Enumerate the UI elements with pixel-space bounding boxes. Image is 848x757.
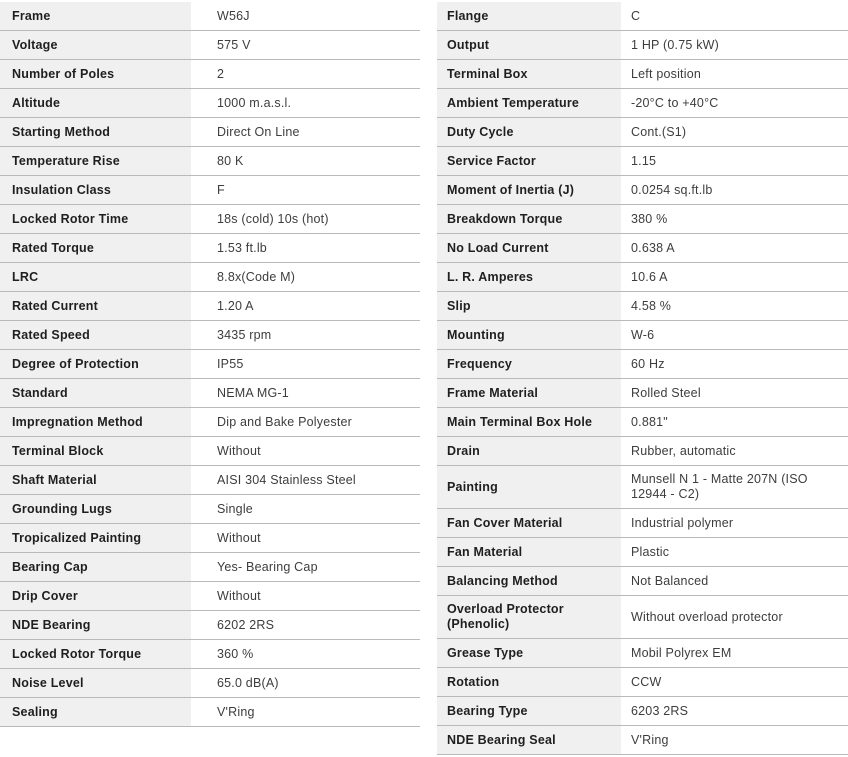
spec-value: 0.881" xyxy=(631,414,668,429)
spec-label: Rated Current xyxy=(0,292,191,320)
spec-label: Overload Protector (Phenolic) xyxy=(437,596,621,638)
spec-row xyxy=(0,263,420,292)
spec-row xyxy=(437,234,848,263)
spec-label: Rated Torque xyxy=(0,234,191,262)
spec-value: F xyxy=(217,182,225,197)
spec-row xyxy=(437,263,848,292)
spec-label: Terminal Box xyxy=(437,60,621,88)
spec-row xyxy=(437,292,848,321)
spec-row xyxy=(0,466,420,495)
spec-value: Without xyxy=(217,530,261,545)
spec-value: NEMA MG-1 xyxy=(217,385,289,400)
spec-value: 1000 m.a.s.l. xyxy=(217,95,292,110)
spec-row xyxy=(437,147,848,176)
spec-value: Without xyxy=(217,443,261,458)
spec-label: Impregnation Method xyxy=(0,408,191,436)
spec-label: Rotation xyxy=(437,668,621,696)
spec-row xyxy=(437,321,848,350)
spec-label: Mounting xyxy=(437,321,621,349)
spec-label: Drip Cover xyxy=(0,582,191,610)
spec-row xyxy=(437,567,848,596)
spec-row xyxy=(0,292,420,321)
spec-value: 4.58 % xyxy=(631,298,672,313)
spec-value: Plastic xyxy=(631,544,670,559)
spec-value: 60 Hz xyxy=(631,356,665,371)
spec-row xyxy=(437,60,848,89)
spec-value: V'Ring xyxy=(217,704,255,719)
spec-label: Standard xyxy=(0,379,191,407)
spec-value: 380 % xyxy=(631,211,668,226)
spec-row xyxy=(0,640,420,669)
spec-label: Drain xyxy=(437,437,621,465)
spec-label: Ambient Temperature xyxy=(437,89,621,117)
spec-row xyxy=(437,596,848,639)
spec-label: Noise Level xyxy=(0,669,191,697)
spec-row xyxy=(437,509,848,538)
spec-value: C xyxy=(631,8,641,23)
spec-row xyxy=(0,147,420,176)
spec-row xyxy=(0,234,420,263)
spec-label: Locked Rotor Time xyxy=(0,205,191,233)
spec-value: 65.0 dB(A) xyxy=(217,675,279,690)
spec-row xyxy=(0,2,420,31)
spec-label: NDE Bearing xyxy=(0,611,191,639)
spec-label: Frequency xyxy=(437,350,621,378)
spec-label: Degree of Protection xyxy=(0,350,191,378)
spec-value: 360 % xyxy=(217,646,254,661)
spec-value: 3435 rpm xyxy=(217,327,272,342)
spec-row xyxy=(0,698,420,727)
spec-value: 80 K xyxy=(217,153,244,168)
spec-value: Without overload protector xyxy=(631,609,783,624)
spec-label: Altitude xyxy=(0,89,191,117)
spec-row xyxy=(0,379,420,408)
spec-row xyxy=(437,697,848,726)
spec-label: NDE Bearing Seal xyxy=(437,726,621,754)
spec-row xyxy=(0,582,420,611)
spec-value: Direct On Line xyxy=(217,124,300,139)
spec-value: 10.6 A xyxy=(631,269,668,284)
spec-row xyxy=(0,31,420,60)
spec-value: W56J xyxy=(217,8,250,23)
spec-label: Starting Method xyxy=(0,118,191,146)
spec-value: Mobil Polyrex EM xyxy=(631,645,732,660)
spec-value: -20°C to +40°C xyxy=(631,95,719,110)
spec-label: Fan Material xyxy=(437,538,621,566)
spec-value: Industrial polymer xyxy=(631,515,734,530)
spec-label: Main Terminal Box Hole xyxy=(437,408,621,436)
spec-table-left xyxy=(0,2,420,727)
spec-label: Grounding Lugs xyxy=(0,495,191,523)
spec-value: 6202 2RS xyxy=(217,617,275,632)
spec-row xyxy=(437,118,848,147)
spec-row xyxy=(437,466,848,509)
spec-label: Insulation Class xyxy=(0,176,191,204)
spec-row xyxy=(0,321,420,350)
spec-value: Single xyxy=(217,501,253,516)
spec-row xyxy=(0,495,420,524)
spec-row xyxy=(437,538,848,567)
spec-label: Frame xyxy=(0,2,191,30)
spec-value: Munsell N 1 - Matte 207N (ISO 12944 - C2) xyxy=(631,472,808,501)
spec-value: Rubber, automatic xyxy=(631,443,736,458)
spec-table-right xyxy=(437,2,848,755)
spec-row xyxy=(0,118,420,147)
spec-label: Frame Material xyxy=(437,379,621,407)
spec-row xyxy=(437,379,848,408)
spec-row xyxy=(0,60,420,89)
spec-row xyxy=(0,524,420,553)
spec-label: Number of Poles xyxy=(0,60,191,88)
spec-value: IP55 xyxy=(217,356,244,371)
spec-row xyxy=(0,89,420,118)
spec-row xyxy=(0,437,420,466)
spec-row xyxy=(0,205,420,234)
spec-row xyxy=(437,639,848,668)
spec-value: 1 HP (0.75 kW) xyxy=(631,37,720,52)
spec-value: Without xyxy=(217,588,261,603)
spec-value: AISI 304 Stainless Steel xyxy=(217,472,356,487)
spec-label: LRC xyxy=(0,263,191,291)
spec-label: L. R. Amperes xyxy=(437,263,621,291)
spec-label: Temperature Rise xyxy=(0,147,191,175)
spec-label: No Load Current xyxy=(437,234,621,262)
spec-value: Not Balanced xyxy=(631,573,709,588)
spec-label: Sealing xyxy=(0,698,191,726)
spec-row xyxy=(0,176,420,205)
spec-label: Output xyxy=(437,31,621,59)
spec-row xyxy=(0,669,420,698)
spec-label: Flange xyxy=(437,2,621,30)
spec-row xyxy=(437,205,848,234)
spec-label: Fan Cover Material xyxy=(437,509,621,537)
spec-value: Rolled Steel xyxy=(631,385,701,400)
spec-value: Cont.(S1) xyxy=(631,124,687,139)
spec-label: Painting xyxy=(437,466,621,508)
spec-row xyxy=(0,611,420,640)
spec-row xyxy=(437,2,848,31)
spec-label: Duty Cycle xyxy=(437,118,621,146)
spec-value: V'Ring xyxy=(631,732,669,747)
spec-value: Left position xyxy=(631,66,702,81)
spec-label: Bearing Type xyxy=(437,697,621,725)
spec-value: CCW xyxy=(631,674,662,689)
spec-label: Breakdown Torque xyxy=(437,205,621,233)
spec-value: 1.15 xyxy=(631,153,657,168)
spec-value: Dip and Bake Polyester xyxy=(217,414,353,429)
spec-label: Balancing Method xyxy=(437,567,621,595)
spec-row xyxy=(437,176,848,205)
spec-label: Tropicalized Painting xyxy=(0,524,191,552)
spec-row xyxy=(437,408,848,437)
spec-label: Moment of Inertia (J) xyxy=(437,176,621,204)
spec-value: 575 V xyxy=(217,37,251,52)
spec-label: Voltage xyxy=(0,31,191,59)
spec-row xyxy=(437,726,848,755)
spec-value: 6203 2RS xyxy=(631,703,689,718)
spec-row xyxy=(0,408,420,437)
spec-label: Shaft Material xyxy=(0,466,191,494)
spec-label: Slip xyxy=(437,292,621,320)
spec-row xyxy=(437,668,848,697)
spec-value: 2 xyxy=(217,66,225,81)
spec-label: Rated Speed xyxy=(0,321,191,349)
spec-value: 1.20 A xyxy=(217,298,254,313)
spec-value: 18s (cold) 10s (hot) xyxy=(217,211,329,226)
spec-label: Grease Type xyxy=(437,639,621,667)
spec-row xyxy=(0,553,420,582)
spec-row xyxy=(437,89,848,118)
spec-row xyxy=(437,350,848,379)
spec-value: 8.8x(Code M) xyxy=(217,269,296,284)
spec-value: 0.638 A xyxy=(631,240,675,255)
spec-row xyxy=(437,437,848,466)
spec-row xyxy=(0,350,420,379)
spec-value: 1.53 ft.lb xyxy=(217,240,267,255)
spec-value: 0.0254 sq.ft.lb xyxy=(631,182,713,197)
spec-label: Terminal Block xyxy=(0,437,191,465)
spec-row xyxy=(437,31,848,60)
spec-value: Yes- Bearing Cap xyxy=(217,559,318,574)
spec-label: Bearing Cap xyxy=(0,553,191,581)
spec-label: Locked Rotor Torque xyxy=(0,640,191,668)
spec-label: Service Factor xyxy=(437,147,621,175)
spec-value: W-6 xyxy=(631,327,655,342)
